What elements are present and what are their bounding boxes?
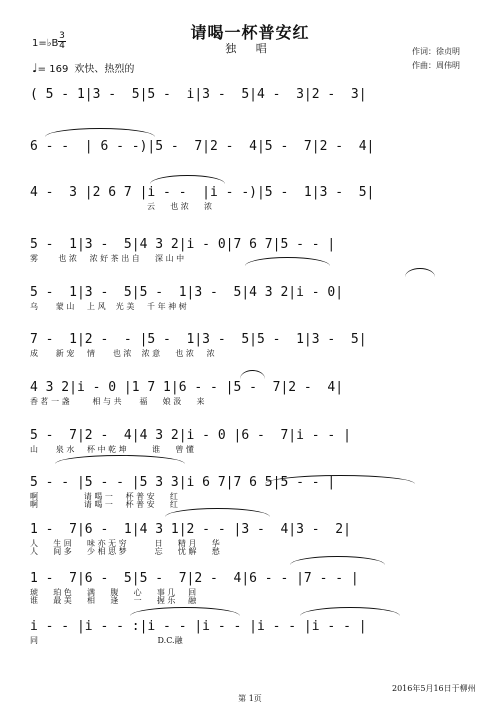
lyrics-line-1: 啊 请 喝 一 杯 普 安 红	[30, 492, 178, 501]
notation-line: ( 5 - 1|3 - 5|5 - i|3 - 5|4 - 3|2 - 3|	[30, 87, 367, 102]
slur-mark	[150, 175, 225, 184]
lyrics-line-1: 香 茗 一 盏 相 与 共 福 娘 汲 来	[30, 397, 205, 406]
key-signature: 1=♭B	[32, 38, 59, 49]
tempo-text: 欢快、热烈的	[74, 64, 135, 75]
slur-mark	[55, 455, 185, 464]
slur-mark	[405, 268, 435, 277]
score-row	[30, 520, 480, 556]
lyrics-line-1: 雾 也 浓 浓 好 茶 出 自 深 山 中	[30, 254, 185, 263]
score-row	[30, 183, 480, 211]
notation-line: 5 - - |5 - - |5 3 3|i 6 7|7 6 5|5 - - |	[30, 475, 336, 490]
slur-mark	[290, 556, 385, 565]
lyrics-line-1: 琥 珀 色 满 腹 心 事 几 回	[30, 588, 197, 597]
score-row	[30, 283, 480, 311]
score-row	[30, 473, 480, 509]
page-number: 第 1页	[238, 694, 262, 703]
notation-line: 5 - 1|3 - 5|5 - 1|3 - 5|4 3 2|i - 0|	[30, 285, 344, 300]
composer: 作曲：周伟明	[412, 61, 460, 70]
notation-line: 5 - 7|2 - 4|4 3 2|i - 0 |6 - 7|i - - |	[30, 428, 351, 443]
lyrics-line-1: 同 D.C.融	[30, 636, 183, 645]
time-signature-bottom: 4	[59, 41, 65, 51]
slur-mark	[240, 370, 265, 379]
slur-mark	[300, 607, 400, 616]
score-row	[30, 426, 480, 454]
score-row	[30, 378, 480, 406]
notation-line: 4 - 3 |2 6 7 |i - - |i - -)|5 - 1|3 - 5|	[30, 185, 375, 200]
slur-mark	[165, 508, 270, 517]
slur-mark	[45, 128, 155, 137]
slur-mark	[130, 607, 240, 616]
notation-line: 5 - 1|3 - 5|4 3 2|i - 0|7 6 7|5 - - |	[30, 237, 336, 252]
lyrics-line-1: 云 也 浓 浓	[30, 202, 213, 211]
lyrics-line-1: 乌 蒙 山 上 风 光 美 千 年 神 树	[30, 302, 187, 311]
performance-type: 独 唱	[225, 42, 275, 55]
score-row	[30, 569, 480, 605]
notation-line: 6 - - | 6 - -)|5 - 7|2 - 4|5 - 7|2 - 4|	[30, 139, 375, 154]
lyrics-line-1: 成 新 宠 情 也 浓 浓 意 也 浓 浓	[30, 349, 215, 358]
footer-date: 2016年5月16日于柳州	[392, 684, 476, 693]
lyrics-line-1: 山 泉 水 杯 中 乾 坤 谁 曾 懂	[30, 445, 194, 454]
lyrics-line-2: 谁 最 美 相 逢 一 握 乐 融	[30, 596, 197, 605]
score-row	[30, 137, 480, 159]
tempo-value: = 169	[37, 64, 69, 75]
notation-line: 1 - 7|6 - 1|4 3 1|2 - - |3 - 4|3 - 2|	[30, 522, 351, 537]
lyricist: 作词：徐贞明	[412, 47, 460, 56]
time-signature-top: 3	[59, 31, 65, 41]
notation-line: 1 - 7|6 - 5|5 - 7|2 - 4|6 - - |7 - - |	[30, 571, 359, 586]
lyrics-line-1: 人 生 回 味 亦 无 穷 日 精 月 华	[30, 539, 220, 548]
score-row	[30, 235, 480, 263]
score-row	[30, 617, 480, 645]
lyrics-line-2: 人 间 多 少 相 思 梦 忘 忧 解 愁	[30, 547, 220, 556]
song-title: 请喝一杯普安红	[190, 23, 310, 42]
notation-line: 4 3 2|i - 0 |1 7 1|6 - - |5 - 7|2 - 4|	[30, 380, 344, 395]
score-row	[30, 85, 480, 107]
quarter-note-icon: ♩	[32, 61, 38, 75]
score-row	[30, 330, 480, 358]
notation-line: i - - |i - - :|i - - |i - - |i - - |i - - |	[30, 619, 367, 634]
notation-line: 7 - 1|2 - - |5 - 1|3 - 5|5 - 1|3 - 5|	[30, 332, 367, 347]
lyrics-line-2: 啊 请 喝 一 杯 普 安 红	[30, 500, 178, 509]
